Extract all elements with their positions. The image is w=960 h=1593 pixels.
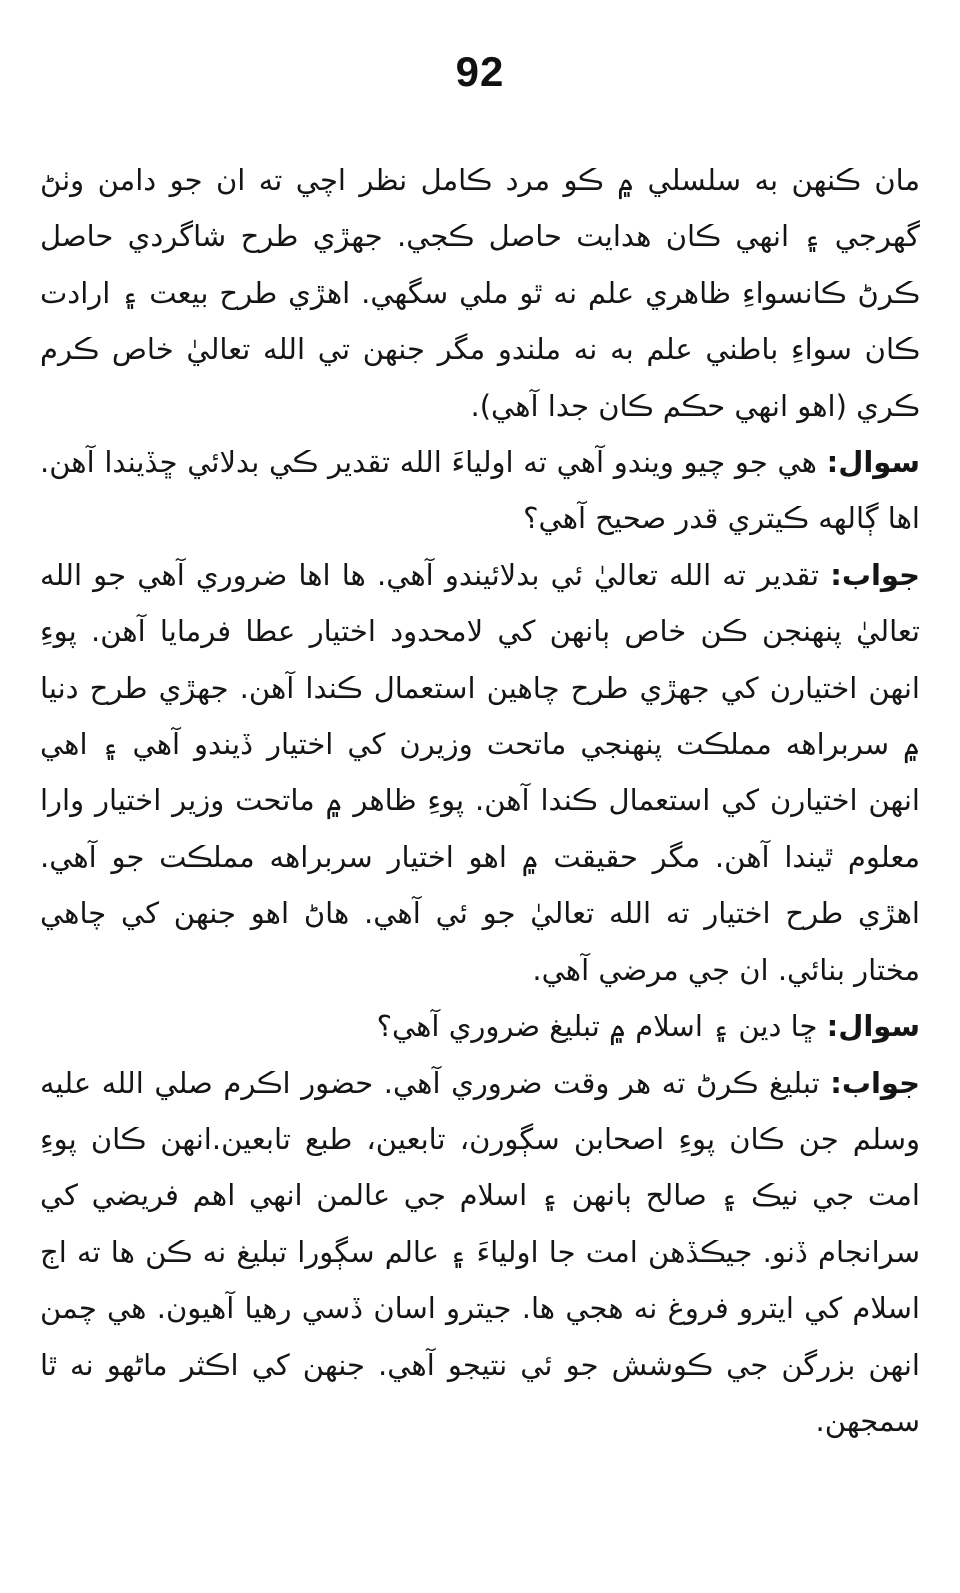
paragraph-text: تقدير ته الله تعاليٰ ئي بدلائيندو آهي. ها اها ضروري آهي جو الله تعاليٰ پنهنجن ڪن خاص ٻانهن کي لامحدود اختيار عطا فرمايا آهن. پوءِ انهن اختيارن کي جهڙي طرح چاهين استعمال ڪندا آهن. جهڙي طرح دنيا ۾ سربراهه مملڪت پنهنجي ماتحت وزيرن کي اختيار ڏيندو آهي ۽ اهي انهن اختيارن کي استعمال ڪندا آهن. پوءِ ظاهر ۾ ماتحت وزير اختيار وارا معلوم ٿيندا آهن. مگر حقيقت ۾ اهو اختيار سربراهه مملڪت جو آهي. اهڙي طرح اختيار ته الله تعاليٰ جو ئي آهي. هاڻ اهو جنهن کي چاهي مختار بنائي. ان جي مرضي آهي. <box>40 557 920 987</box>
answer-label: جواب: <box>830 557 920 592</box>
answer-label: جواب: <box>830 1065 920 1100</box>
paragraph-question-1 <box>40 434 920 547</box>
paragraph-intro <box>40 152 920 434</box>
paragraph-text: مان ڪنهن به سلسلي ۾ ڪو مرد ڪامل نظر اچي ته ان جو دامن وٺڻ گهرجي ۽ انهي ڪان هدايت حاصل ڪجي. جهڙي طرح شاگردي حاصل ڪرڻ ڪانسواءِ ظاهري علم نه ٿو ملي سگهي. اهڙي طرح بيعت ۽ ارادت ڪان سواءِ باطني علم به نه ملندو مگر جنهن تي الله تعاليٰ خاص ڪرم ڪري (اهو انهي حڪم ڪان جدا آهي). <box>40 163 920 423</box>
paragraph-text: هي جو چيو ويندو آهي ته اولياءَ الله تقدير ڪي بدلائي ڇڏيندا آهن. اها ڳالهه ڪيتري قدر صحيح آهي؟ <box>40 445 920 536</box>
text-body <box>40 152 920 1449</box>
paragraph-text: تبليغ ڪرڻ ته هر وقت ضروري آهي. حضور اڪرم صلي الله عليه وسلم جن ڪان پوءِ اصحابن سڳورن، تابعين، طبع تابعين.انهن ڪان پوءِ امت جي نيڪ ۽ صالح ٻانهن ۽ اسلام جي عالمن انهي اهم فريضي کي سرانجام ڏنو. جيڪڏهن امت جا اولياءَ ۽ عالم سڳورا تبليغ نه ڪن ها ته اڄ اسلام کي ايترو فروغ نه هجي ها. جيترو اسان ڏسي رهيا آهيون. هي چمن انهن بزرگن جي ڪوشش جو ئي نتيجو آهي. جنهن کي اڪثر ماڻهو نه ٿا سمجهن. <box>40 1065 920 1438</box>
paragraph-answer-2 <box>40 1055 920 1450</box>
question-label: سوال: <box>826 445 920 480</box>
paragraph-answer-1 <box>40 547 920 998</box>
question-label: سوال: <box>826 1009 920 1044</box>
paragraph-question-2 <box>40 998 920 1054</box>
paragraph-text: ڇا دين ۽ اسلام ۾ تبليغ ضروري آهي؟ <box>376 1009 818 1044</box>
page-number: 92 <box>455 48 505 95</box>
